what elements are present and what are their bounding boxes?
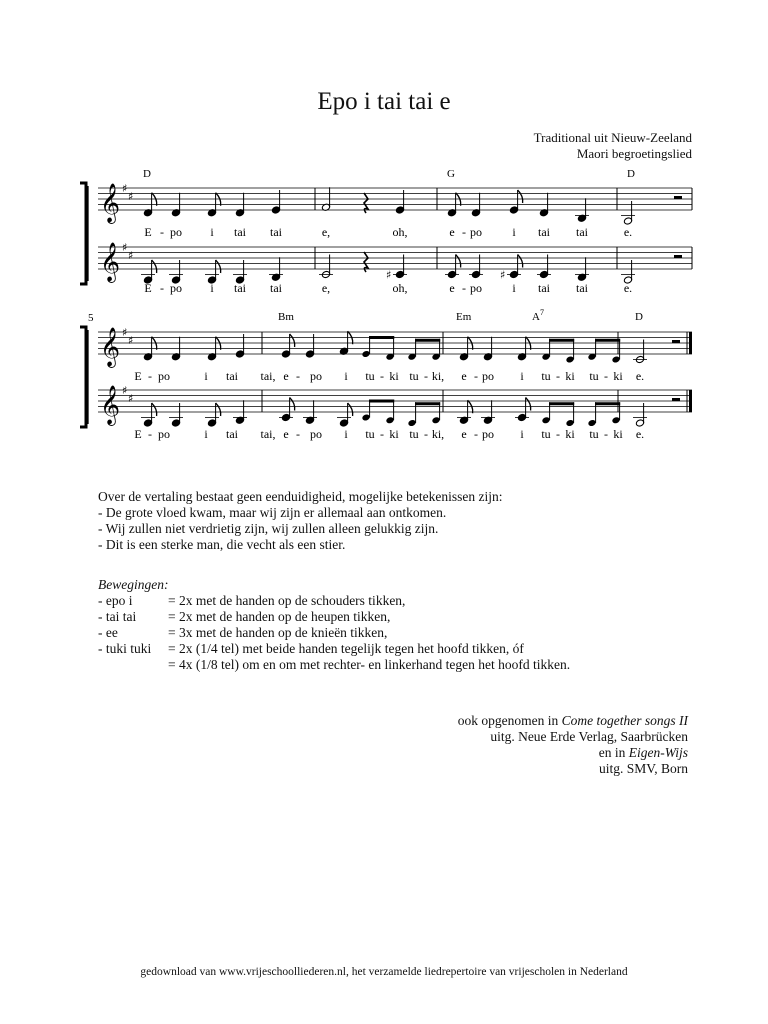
staff-1 <box>98 182 692 224</box>
lyric-syllable: ki <box>613 369 623 383</box>
lyric-syllable: tai, <box>260 427 276 441</box>
lyric-syllable: E <box>144 281 152 295</box>
lyric-syllable: po <box>158 369 170 383</box>
sheet-music <box>0 0 768 460</box>
lyric-syllable: - <box>160 281 164 295</box>
lyric-syllable: e <box>461 369 467 383</box>
lyric-syllable: i <box>512 225 516 239</box>
note-flag <box>152 260 157 273</box>
staff-1 <box>98 326 692 368</box>
lyric-syllable: - <box>148 427 152 441</box>
chord-symbol: D <box>143 168 151 180</box>
lyric-syllable: ki <box>565 369 575 383</box>
system-1 <box>80 168 692 295</box>
lyric-syllable: oh, <box>392 281 408 295</box>
sharp-sign: ♯ <box>128 249 134 262</box>
lyric-syllable: - <box>424 427 428 441</box>
lyric-syllable: tai <box>538 281 550 295</box>
treble-clef: 𝄞 <box>100 327 121 367</box>
lyric-syllable: ki <box>613 427 623 441</box>
lyric-syllable: - <box>474 427 478 441</box>
treble-clef: 𝄞 <box>100 242 121 282</box>
lyric-syllable: - <box>380 427 384 441</box>
lyric-syllable: tu <box>589 427 599 441</box>
lyric-syllable: - <box>474 369 478 383</box>
system-bracket <box>80 183 86 284</box>
lyric-syllable: - <box>604 427 608 441</box>
note-flag <box>216 403 221 416</box>
lyric-syllable: po <box>482 427 494 441</box>
lyric-syllable: e. <box>623 225 633 239</box>
lyric-syllable: po <box>310 369 322 383</box>
lyric-syllable: tai <box>576 281 588 295</box>
lyrics-verse-bottom <box>134 427 644 441</box>
lyric-syllable: e <box>449 281 455 295</box>
lyric-syllable: e <box>283 369 289 383</box>
lyric-syllable: - <box>424 369 428 383</box>
lyric-syllable: tu <box>541 427 551 441</box>
chord-symbols <box>143 168 635 180</box>
lyric-syllable: po <box>310 427 322 441</box>
lyric-syllable: tu <box>365 369 375 383</box>
credit-subtitle: Maori begroetingslied <box>576 146 692 161</box>
lyric-syllable: po <box>170 281 182 295</box>
accidental-sharp: ♯ <box>500 268 506 282</box>
lyric-syllable: E <box>134 369 142 383</box>
accidental-sharp: ♯ <box>386 268 392 282</box>
lyric-syllable: po <box>470 281 482 295</box>
lyric-syllable: tu <box>365 427 375 441</box>
note-beam <box>595 339 620 342</box>
lyrics-verse-bottom <box>144 281 632 295</box>
chord-symbol: Em <box>456 311 472 323</box>
lyric-syllable: tai <box>234 281 246 295</box>
chord-symbol: G <box>447 168 455 180</box>
note-beam <box>369 336 394 339</box>
treble-clef: 𝄞 <box>100 183 121 223</box>
half-rest <box>672 398 680 401</box>
note-flag <box>290 334 295 347</box>
lyric-syllable: ki <box>389 427 399 441</box>
sharp-sign: ♯ <box>128 190 134 203</box>
lyric-syllable: i <box>204 427 208 441</box>
lyric-syllable: i <box>520 369 524 383</box>
note-flag <box>518 255 523 268</box>
lyric-syllable: - <box>604 369 608 383</box>
lyric-syllable: - <box>556 369 560 383</box>
note-flag <box>526 398 531 411</box>
lyric-syllable: E <box>144 225 152 239</box>
note-flag <box>518 190 523 203</box>
sharp-sign: ♯ <box>122 384 128 397</box>
chord-symbols <box>278 308 643 323</box>
lyric-syllable: e <box>283 427 289 441</box>
lyric-syllable: tu <box>409 369 419 383</box>
footer-download-note: gedownload van www.vrijeschoolliederen.nl, het verzamelde liedrepertoire van vrijescholen in Nederland <box>140 966 628 978</box>
lyric-syllable: - <box>380 369 384 383</box>
lyric-syllable: e. <box>635 427 645 441</box>
book-title: Come together songs II <box>561 713 688 728</box>
lyric-syllable: tu <box>541 369 551 383</box>
system-2 <box>80 308 692 441</box>
translation-intro: Over de vertaling bestaat geen eenduidigheid, mogelijke betekenissen zijn: <box>98 489 503 504</box>
lyric-syllable: po <box>470 225 482 239</box>
chord-symbol <box>532 308 544 323</box>
lyric-syllable: e, <box>321 281 331 295</box>
half-rest <box>674 255 682 258</box>
note-flag <box>152 403 157 416</box>
sharp-sign: ♯ <box>122 326 128 339</box>
note-flag <box>290 398 295 411</box>
lyric-syllable: ki <box>389 369 399 383</box>
sharp-sign: ♯ <box>128 334 134 347</box>
lyric-syllable: oh, <box>392 225 408 239</box>
translation-item: - Dit is een sterke man, die vecht als een stier. <box>98 537 346 552</box>
staff-2 <box>98 241 692 283</box>
lyric-syllable: ki, <box>431 369 445 383</box>
lyric-syllable: po <box>158 427 170 441</box>
note-beam <box>549 402 574 405</box>
song-title: Epo i tai tai e <box>317 88 451 115</box>
source-line <box>599 745 688 761</box>
movement-description: = 4x (1/8 tel) om en om met rechter- en linkerhand tegen het hoofd tikken. <box>168 657 571 672</box>
chord-symbol: Bm <box>278 311 294 323</box>
lyric-syllable: i <box>204 369 208 383</box>
sharp-sign: ♯ <box>128 392 134 405</box>
movement-term: - tai tai <box>98 609 137 624</box>
lyric-syllable: - <box>462 225 466 239</box>
lyric-syllable: e <box>449 225 455 239</box>
movement-term: - epo i <box>98 593 133 608</box>
chord-extension: 7 <box>539 308 544 317</box>
chord-symbol: D <box>627 168 635 180</box>
note-beam <box>415 339 440 342</box>
source-text: en in <box>598 745 629 760</box>
lyric-syllable: tai <box>270 281 282 295</box>
credit-origin: Traditional uit Nieuw-Zeeland <box>533 130 692 145</box>
lyric-syllable: ki, <box>431 427 445 441</box>
lyric-syllable: - <box>556 427 560 441</box>
book-title: Eigen-Wijs <box>628 745 688 760</box>
movement-description: = 3x met de handen op de knieën tikken, <box>168 625 388 640</box>
lyric-syllable: tai <box>226 369 238 383</box>
lyrics-verse-top <box>144 225 632 239</box>
lyric-syllable: - <box>148 369 152 383</box>
treble-clef: 𝄞 <box>100 385 121 425</box>
lyric-syllable: i <box>512 281 516 295</box>
lyric-syllable: E <box>134 427 142 441</box>
translation-item: - Wij zullen niet verdrietig zijn, wij zullen alleen gelukkig zijn. <box>98 521 439 536</box>
lyric-syllable: po <box>482 369 494 383</box>
half-rest <box>674 196 682 199</box>
lyric-syllable: tu <box>409 427 419 441</box>
source-line: uitg. Neue Erde Verlag, Saarbrücken <box>490 729 688 744</box>
note-flag <box>456 255 461 268</box>
notes <box>141 187 682 284</box>
note-beam <box>369 400 394 403</box>
note-flag <box>348 403 353 416</box>
lyric-syllable: tai <box>226 427 238 441</box>
system-bracket <box>80 327 86 427</box>
lyric-syllable: tai, <box>260 369 276 383</box>
lyric-syllable: po <box>170 225 182 239</box>
movement-description: = 2x met de handen op de heupen tikken, <box>168 609 391 624</box>
movement-term: - tuki tuki <box>98 641 152 656</box>
lyric-syllable: tai <box>538 225 550 239</box>
movements-heading: Bewegingen: <box>98 577 169 592</box>
final-barline <box>689 390 692 412</box>
note-beam <box>549 339 574 342</box>
note-flag <box>216 260 221 273</box>
movement-term: - ee <box>98 625 118 640</box>
lyric-syllable: i <box>344 427 348 441</box>
lyric-syllable: e, <box>321 225 331 239</box>
source-text: ook opgenomen in <box>457 713 562 728</box>
lyric-syllable: - <box>296 427 300 441</box>
note-beam <box>595 402 620 405</box>
final-barline <box>689 332 692 354</box>
lyric-syllable: i <box>520 427 524 441</box>
sharp-sign: ♯ <box>122 182 128 195</box>
lyric-syllable: - <box>160 225 164 239</box>
lyric-syllable: ki <box>565 427 575 441</box>
note-beam <box>415 402 440 405</box>
lyric-syllable: i <box>344 369 348 383</box>
source-line <box>458 713 688 729</box>
lyric-syllable: e. <box>635 369 645 383</box>
lyric-syllable: - <box>462 281 466 295</box>
lyric-syllable: i <box>210 225 214 239</box>
lyrics-verse-top <box>134 369 644 383</box>
lyric-syllable: tu <box>589 369 599 383</box>
lyric-syllable: e <box>461 427 467 441</box>
source-line: uitg. SMV, Born <box>598 761 688 776</box>
movement-description: = 2x met de handen op de schouders tikken, <box>168 593 406 608</box>
lyric-syllable: tai <box>270 225 282 239</box>
sharp-sign: ♯ <box>122 241 128 254</box>
lyric-syllable: - <box>296 369 300 383</box>
chord-root: A <box>532 311 540 323</box>
half-rest <box>672 340 680 343</box>
lyric-syllable: tai <box>234 225 246 239</box>
measure-number: 5 <box>88 312 94 324</box>
lyric-syllable: i <box>210 281 214 295</box>
translation-item: - De grote vloed kwam, maar wij zijn er allemaal aan ontkomen. <box>98 505 447 520</box>
movement-description: = 2x (1/4 tel) met beide handen tegelijk tegen het hoofd tikken, óf <box>168 641 524 656</box>
lyric-syllable: e. <box>623 281 633 295</box>
lyric-syllable: tai <box>576 225 588 239</box>
chord-symbol: D <box>635 311 643 323</box>
